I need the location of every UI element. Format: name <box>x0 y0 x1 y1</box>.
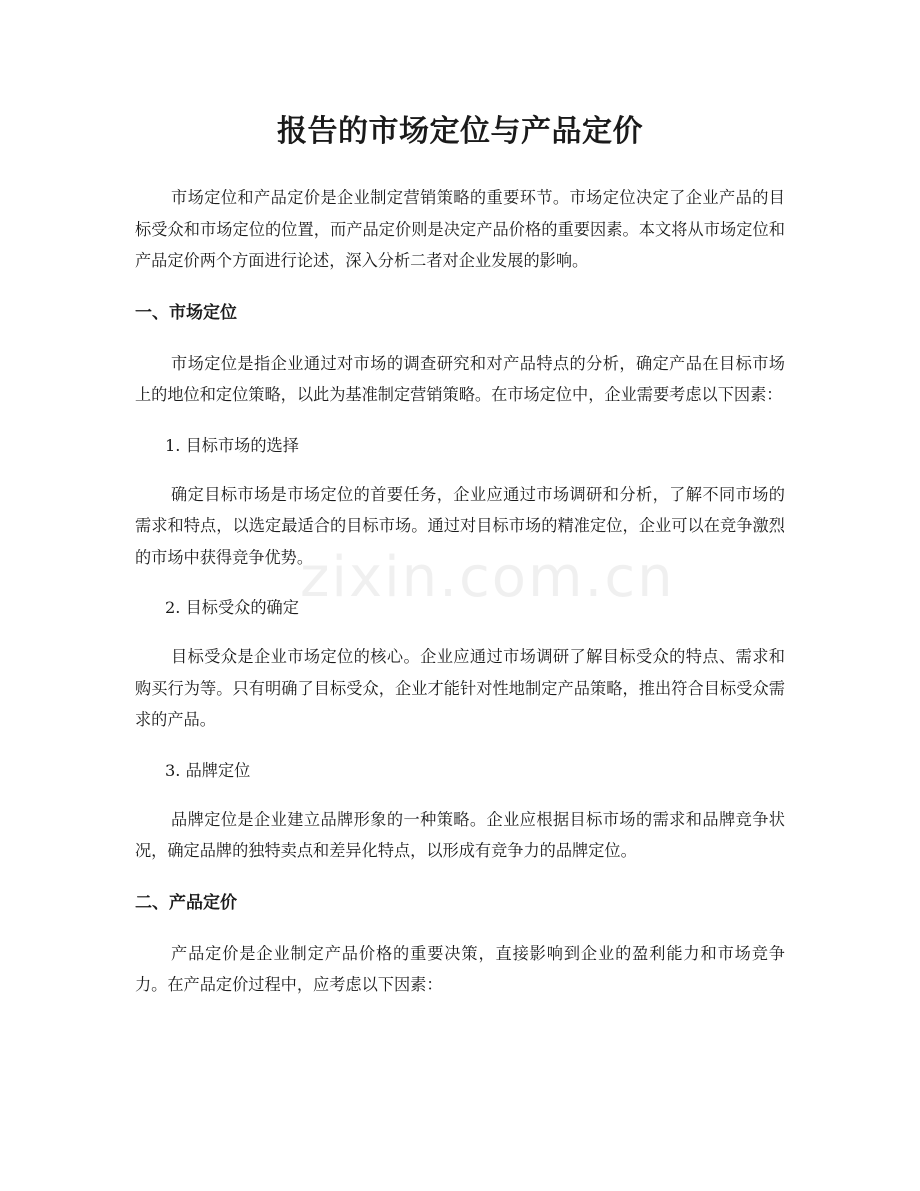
section-heading-market-positioning: 一、市场定位 <box>135 302 237 323</box>
paragraph-target-market: 确定目标市场是市场定位的首要任务，企业应通过市场调研和分析，了解不同市场的需求和特点，以选定最适合的目标市场。通过对目标市场的精准定位，企业可以在竞争激烈的市场中获得竞争优势。 <box>135 484 785 567</box>
subheading-target-audience: 2. 目标受众的确定 <box>165 598 299 617</box>
paragraph-brand-positioning: 品牌定位是企业建立品牌形象的一种策略。企业应根据目标市场的需求和品牌竞争状况，确定品牌的独特卖点和差异化特点，以形成有竞争力的品牌定位。 <box>135 809 785 860</box>
section-heading-product-pricing: 二、产品定价 <box>135 892 237 913</box>
section2-intro-paragraph: 产品定价是企业制定产品价格的重要决策，直接影响到企业的盈利能力和市场竞争力。在产品定价过程中，应考虑以下因素： <box>135 943 785 994</box>
watermark: zixin.com.cn <box>300 545 675 610</box>
subheading-target-market: 1. 目标市场的选择 <box>165 435 299 455</box>
paragraph-target-audience: 目标受众是企业市场定位的核心。企业应通过市场调研了解目标受众的特点、需求和购买行为等。只有明确了目标受众，企业才能针对性地制定产品策略，推出符合目标受众需求的产品。 <box>135 647 785 729</box>
subheading-brand-positioning: 3. 品牌定位 <box>165 760 251 780</box>
section1-intro-paragraph: 市场定位是指企业通过对市场的调查研究和对产品特点的分析，确定产品在目标市场上的地位和定位策略，以此为基准制定营销策略。在市场定位中，企业需要考虑以下因素： <box>135 353 785 404</box>
document-title: 报告的市场定位与产品定价 <box>277 114 643 149</box>
document-page <box>135 108 785 1001</box>
intro-paragraph: 市场定位和产品定价是企业制定营销策略的重要环节。市场定位决定了企业产品的目标受众和市场定位的位置，而产品定价则是决定产品价格的重要因素。本文将从市场定位和产品定价两个方面进行论述，深入分析二者对企业发展的影响。 <box>135 188 785 270</box>
